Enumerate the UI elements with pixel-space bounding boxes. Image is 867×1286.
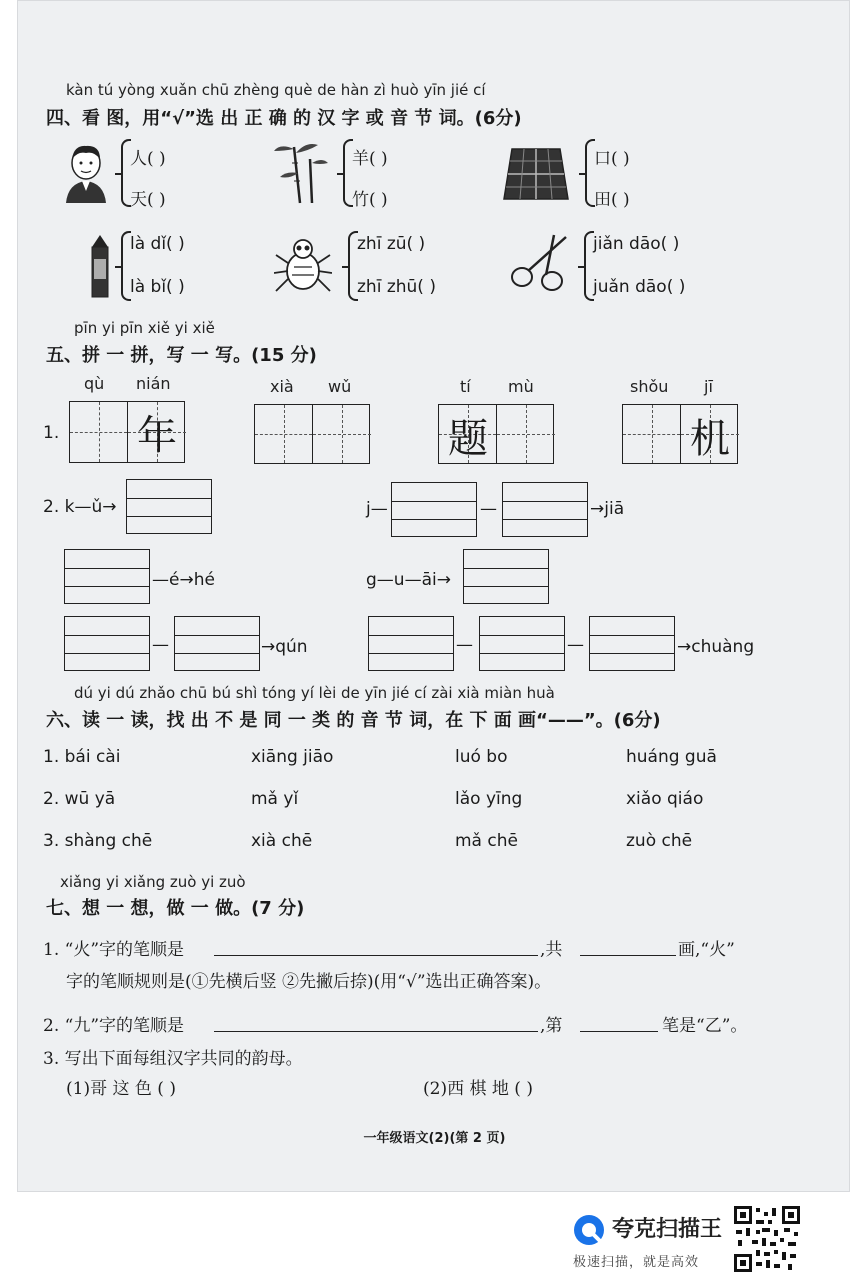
four-line-box[interactable] (64, 616, 150, 671)
q2-label: 2. “九”字的笔顺是 (43, 1016, 185, 1036)
option-jian-dao[interactable]: jiǎn dāo( ) (593, 234, 680, 254)
q2-di: ,第 (540, 1016, 563, 1036)
tianzige-box-1[interactable] (69, 401, 185, 463)
box4-pinyin-1: shǒu (630, 377, 669, 396)
brand-slogan: 极速扫描，就是高效 (573, 1255, 700, 1270)
scissors-picture-icon (508, 233, 574, 293)
sec7-pinyin: xiǎng yi xiǎng zuò yi zuò (60, 873, 246, 891)
q1-label: 1. “火”字的笔顺是 (43, 940, 185, 960)
four-line-box[interactable] (174, 616, 260, 671)
option-yang[interactable]: 羊( ) (352, 149, 388, 169)
box4-char-2: 机 (690, 416, 730, 462)
box4-pinyin-2: jī (704, 377, 713, 396)
option-kou[interactable]: 口( ) (594, 149, 630, 169)
four-line-box[interactable] (479, 616, 565, 671)
four-line-box[interactable] (126, 479, 212, 534)
q1-rule: 字的笔顺规则是(①先横后竖 ②先撇后捺)(用“√”选出正确答案)。 (66, 972, 552, 992)
answer-line[interactable] (580, 1031, 658, 1032)
box2-pinyin-2: wǔ (328, 377, 352, 396)
dash: — (456, 635, 473, 655)
qr-code-icon (734, 1206, 800, 1272)
option-juan-dao[interactable]: juǎn dāo( ) (593, 277, 686, 297)
word-1-1[interactable]: 1. bái cài (43, 747, 121, 767)
option-ren[interactable]: 人( ) (130, 149, 166, 169)
four-line-box[interactable] (502, 482, 588, 537)
tianzige-box-3[interactable] (438, 404, 554, 464)
word-3-1[interactable]: 3. shàng chē (43, 831, 153, 851)
dash: — (480, 499, 497, 519)
he-text: —é→hé (152, 570, 215, 590)
word-1-4[interactable]: huáng guā (626, 747, 717, 767)
q3-group-2[interactable]: (2)西 棋 地 ( ) (423, 1079, 533, 1099)
word-2-4[interactable]: xiǎo qiáo (626, 789, 704, 809)
chuang-text: →chuàng (677, 637, 755, 657)
tianzige-box-2[interactable] (254, 404, 370, 464)
answer-line[interactable] (214, 955, 538, 956)
j-text: j— (366, 499, 388, 519)
option-tian[interactable]: 天( ) (130, 190, 166, 210)
option-zhu[interactable]: 竹( ) (352, 190, 388, 210)
word-2-2[interactable]: mǎ yǐ (251, 789, 299, 809)
sec6-pinyin: dú yi dú zhǎo chū bú shì tóng yí lèi de yīn jié cí zài xià miàn huà (74, 684, 555, 702)
dash: — (567, 635, 584, 655)
word-1-3[interactable]: luó bo (455, 747, 508, 767)
sec4-title: 四、看 图，用“√”选 出 正 确 的 汉 字 或 音 节 词。(6分) (46, 108, 522, 129)
option-zhi-zhu[interactable]: zhī zhū( ) (357, 277, 436, 297)
four-line-box[interactable] (368, 616, 454, 671)
q1-hua: 画,“火” (678, 940, 735, 960)
crayon-picture-icon (88, 233, 112, 299)
answer-line[interactable] (214, 1031, 538, 1032)
sec5-title: 五、拼 一 拼，写 一 写。(15 分) (46, 345, 317, 366)
row1-label: 1. (43, 423, 60, 443)
dash: — (152, 635, 169, 655)
word-2-1[interactable]: 2. wū yā (43, 789, 116, 809)
word-1-2[interactable]: xiāng jiāo (251, 747, 334, 767)
bamboo-picture-icon (270, 139, 330, 205)
option-zhi-zu[interactable]: zhī zū( ) (357, 234, 426, 254)
quark-logo-icon (572, 1213, 606, 1247)
q1-gong: ,共 (540, 940, 563, 960)
qun-text: →qún (261, 637, 308, 657)
page-footer: 一年级语文(2)(第 2 页) (363, 1131, 506, 1146)
q2-bi: 笔是“乙”。 (662, 1016, 748, 1036)
option-la-di[interactable]: là dǐ( ) (130, 234, 185, 254)
spider-picture-icon (274, 231, 332, 299)
sec5-pinyin: pīn yi pīn xiě yi xiě (74, 319, 215, 337)
sec7-title: 七、想 一 想，做 一 做。(7 分) (46, 898, 305, 919)
box3-char-1: 题 (448, 416, 488, 462)
exam-page (17, 0, 850, 1192)
word-3-4[interactable]: zuò chē (626, 831, 693, 851)
jia-text: →jiā (590, 499, 625, 519)
boy-picture-icon (60, 141, 112, 203)
brand-name: 夸克扫描王 (612, 1217, 723, 1242)
q3-group-1[interactable]: (1)哥 这 色 ( ) (66, 1079, 176, 1099)
field-picture-icon (496, 141, 576, 203)
q3-label: 3. 写出下面每组汉字共同的韵母。 (43, 1049, 303, 1069)
word-3-3[interactable]: mǎ chē (455, 831, 518, 851)
four-line-box[interactable] (391, 482, 477, 537)
box2-pinyin-1: xià (270, 377, 294, 396)
option-tian-field[interactable]: 田( ) (594, 190, 630, 210)
word-3-2[interactable]: xià chē (251, 831, 313, 851)
word-2-3[interactable]: lǎo yīng (455, 789, 523, 809)
four-line-box[interactable] (463, 549, 549, 604)
row2-label: 2. k—ǔ→ (43, 497, 117, 517)
box1-pinyin-1: qù (84, 374, 105, 393)
box1-char-2: 年 (137, 413, 177, 459)
tianzige-box-4[interactable] (622, 404, 738, 464)
option-la-bi[interactable]: là bǐ( ) (130, 277, 185, 297)
answer-line[interactable] (580, 955, 676, 956)
four-line-box[interactable] (64, 549, 150, 604)
sec4-pinyin: kàn tú yòng xuǎn chū zhèng què de hàn zì huò yīn jié cí (66, 81, 486, 99)
box3-pinyin-2: mù (508, 377, 534, 396)
box1-pinyin-2: nián (136, 374, 171, 393)
sec6-title: 六、读 一 读，找 出 不 是 同 一 类 的 音 节 词，在 下 面 画“——”。(6分) (46, 710, 661, 731)
guai-text: g—u—āi→ (366, 570, 451, 590)
box3-pinyin-1: tí (460, 377, 471, 396)
four-line-box[interactable] (589, 616, 675, 671)
